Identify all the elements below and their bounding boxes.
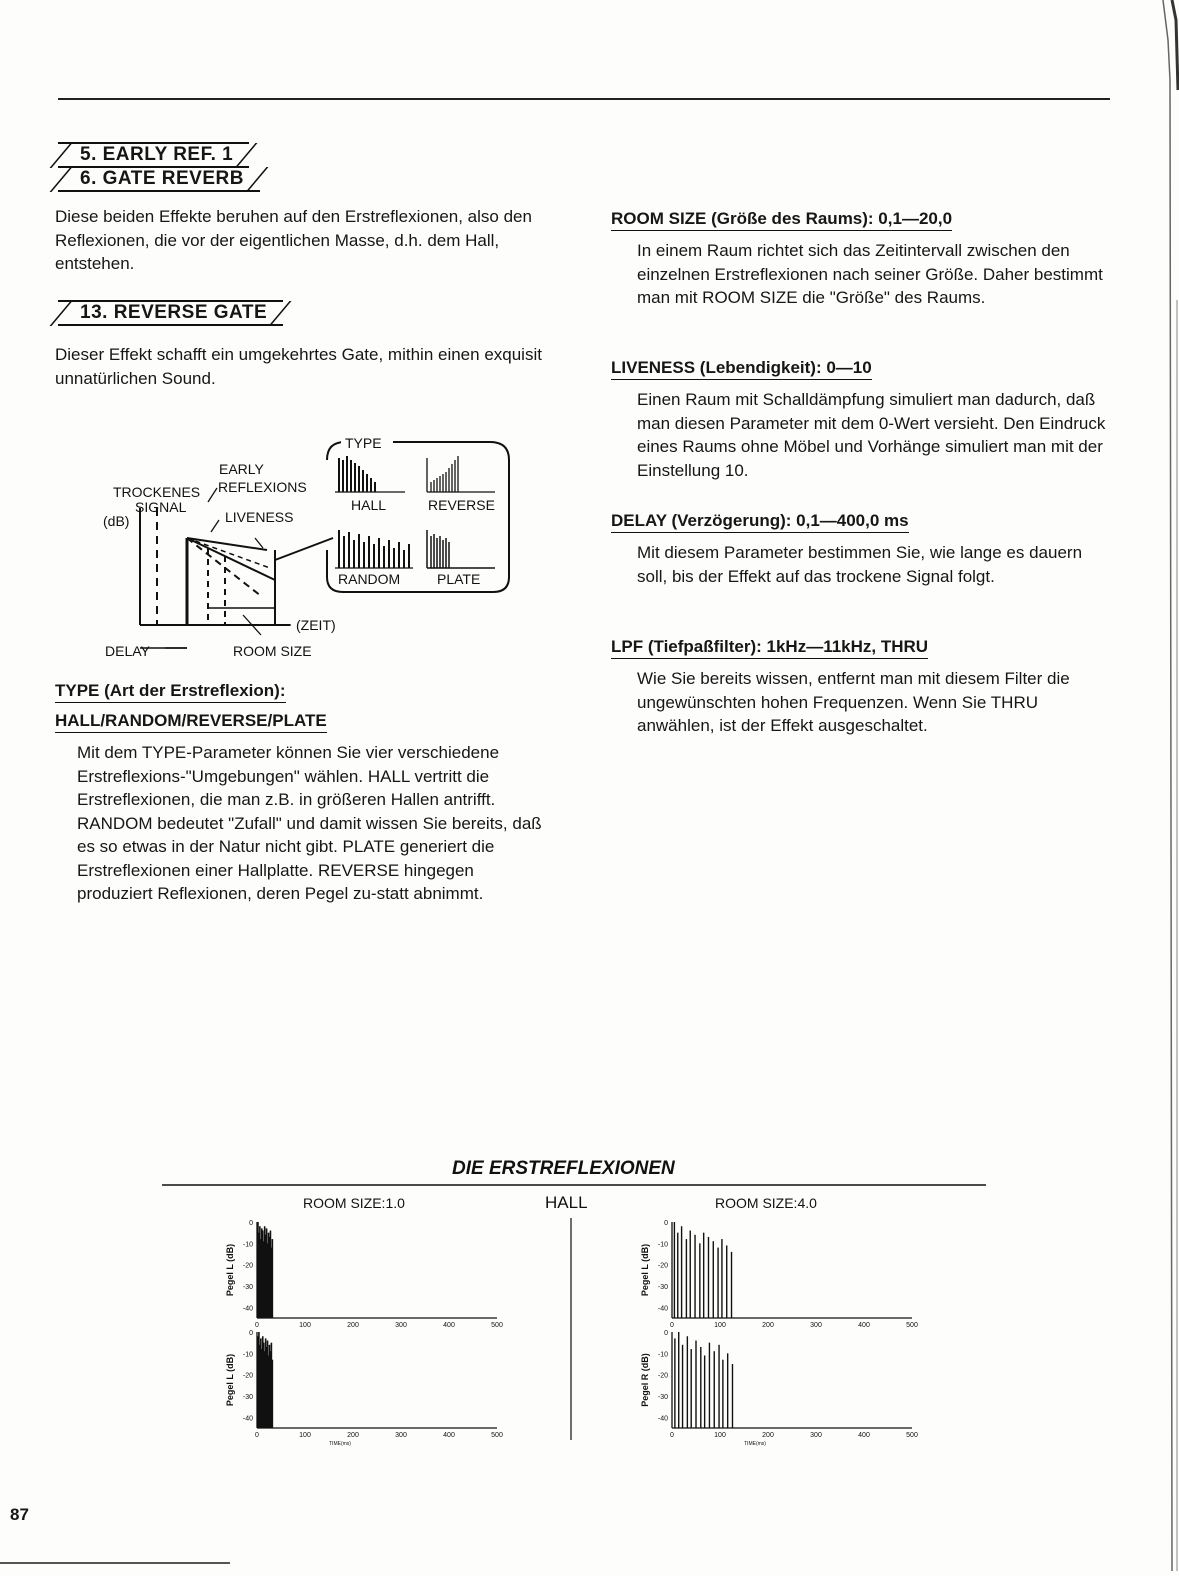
plot-xtick-label: 100 [714, 1432, 726, 1439]
delay-label: DELAY [105, 643, 150, 659]
plate-pattern [427, 530, 495, 568]
plot-xtick-label: 400 [858, 1322, 870, 1329]
plot-ytick-label: -40 [242, 1415, 253, 1423]
plot-xtick-label: 500 [491, 1432, 503, 1439]
reverse-text: Dieser Effekt schafft ein umgekehrtes Gate, mithin einen exquisit unnatürlichen Sound. [55, 345, 542, 388]
plot-xlabel: TIME(ms) [744, 1441, 766, 1447]
page-number: 87 [10, 1505, 29, 1524]
scan-edge [1160, 0, 1179, 1571]
plot-xtick-label: 500 [906, 1432, 918, 1439]
plot-ytick-label: -30 [657, 1394, 668, 1401]
hall-label: HALL [545, 1193, 588, 1212]
plot-ytick-label: -10 [242, 1241, 253, 1249]
plot-xlabel: TIME(ms) [329, 1441, 351, 1447]
room-size-text: In einem Raum richtet sich das Zeitintervall zwischen den einzelnen Erstreflexionen nach seiner Größe. Daher bestimmt man mit ROOM SIZE die "Größe" des Raums. [637, 241, 1103, 307]
random-pattern [335, 530, 413, 568]
tag-early-ref: 5. EARLY REF. 1 [58, 142, 249, 168]
plot-xtick-label: 200 [762, 1322, 774, 1329]
plot-ytick-label: -40 [657, 1415, 668, 1423]
bottom-rule [0, 1562, 230, 1564]
type-plate: PLATE [437, 571, 481, 587]
figure-title: DIE ERSTREFLEXIONEN [452, 1158, 675, 1179]
plot-ytick-label: 0 [249, 1220, 253, 1227]
plot-xtick-label: 0 [670, 1322, 674, 1329]
plot-xtick-label: 0 [255, 1322, 259, 1329]
type-label: TYPE [345, 435, 382, 451]
plot-xtick-label: 0 [255, 1432, 259, 1439]
plot-ylabel: Pegel L (dB) [225, 1353, 235, 1407]
plot-ytick-label: -40 [657, 1305, 668, 1313]
plot-xtick-label: 500 [491, 1322, 503, 1329]
intro-text: Diese beiden Effekte beruhen auf den Erstreflexionen, also den Reflexionen, die vor der eigentlichen Masse, d.h. dem Hall, entstehen. [55, 207, 532, 273]
type-reverse: REVERSE [428, 497, 495, 513]
plot-ytick-label: -30 [657, 1284, 668, 1291]
plot-ytick-label: -40 [242, 1305, 253, 1313]
delay-text: Mit diesem Parameter bestimmen Sie, wie lange es dauern soll, bis der Effekt auf das trockene Signal folgt. [637, 543, 1083, 586]
type-random: RANDOM [338, 571, 401, 587]
hall-pattern [335, 456, 405, 492]
plot-ytick-label: -30 [242, 1394, 253, 1401]
plot-ytick-label: 0 [249, 1330, 253, 1337]
erstreflexionen-figure [160, 1150, 990, 1455]
plot-xtick-label: 400 [858, 1432, 870, 1439]
plot-ytick-label: -10 [657, 1241, 668, 1249]
plot-xtick-label: 400 [443, 1322, 455, 1329]
plot-xtick-label: 200 [347, 1322, 359, 1329]
plot-xtick-label: 100 [299, 1322, 311, 1329]
plot-ytick-label: -20 [657, 1372, 668, 1380]
delay-heading: DELAY (Verzögerung): 0,1—400,0 ms [611, 510, 909, 533]
plot-ytick-label: 0 [664, 1330, 668, 1337]
type-text: Mit dem TYPE-Parameter können Sie vier verschiedene Erstreflexions-"Umgebungen" wählen. HALL vertritt die Erstreflexionen, die man z.B. in größeren Hallen antrifft. RANDOM bedeutet "Zufall" und damit wissen Sie bereits, daß es so etwas in der Natur nicht gibt. PLATE generiert die Erstreflexionen einer Hallplatte. REVERSE hingegen produziert Reflexionen, deren Pegel zu-statt abnimmt. [77, 743, 542, 903]
room-size-heading: ROOM SIZE (Größe des Raums): 0,1—20,0 [611, 208, 952, 231]
plot-ytick-label: 0 [664, 1220, 668, 1227]
liveness-text: Einen Raum mit Schalldämpfung simuliert man dadurch, daß man diesen Parameter mit dem 0-Wert versieht. Den Eindruck eines Raums ohne Möbel und Vorhänge simuliert man mit der Einstellung 10. [637, 390, 1106, 480]
plot-ylabel: Pegel R (dB) [640, 1353, 650, 1407]
plot-xtick-label: 0 [670, 1432, 674, 1439]
early-reflexion-diagram [95, 430, 525, 675]
plot-ytick-label: -20 [242, 1372, 253, 1380]
tag-gate-reverb: 6. GATE REVERB [58, 168, 260, 192]
tag-reverse-gate: 13. REVERSE GATE [58, 300, 283, 326]
plot-xtick-label: 300 [395, 1432, 407, 1439]
type-heading: TYPE (Art der Erstreflexion): [55, 680, 286, 703]
trockenes-label-1: TROCKENES [113, 484, 201, 500]
plot-xtick-label: 500 [906, 1322, 918, 1329]
plot-xtick-label: 300 [810, 1322, 822, 1329]
trockenes-label-2: SIGNAL [135, 499, 187, 515]
reverse-pattern [427, 456, 495, 492]
plot-ytick-label: -10 [242, 1351, 253, 1359]
plot-ytick-label: -10 [657, 1351, 668, 1359]
plot-xtick-label: 200 [347, 1432, 359, 1439]
plot-xtick-label: 100 [299, 1432, 311, 1439]
type-values-heading: HALL/RANDOM/REVERSE/PLATE [55, 710, 327, 733]
lpf-heading: LPF (Tiefpaßfilter): 1kHz—11kHz, THRU [611, 636, 928, 659]
right-room-size: ROOM SIZE:4.0 [715, 1195, 817, 1211]
early-label-1: EARLY [219, 461, 264, 477]
plot-ytick-label: -20 [657, 1262, 668, 1270]
plot-ytick-label: -20 [242, 1262, 253, 1270]
plot-xtick-label: 400 [443, 1432, 455, 1439]
plot-ylabel: Pegel L (dB) [225, 1243, 235, 1297]
top-rule [58, 98, 1110, 100]
plot-xtick-label: 300 [395, 1322, 407, 1329]
plot-xtick-label: 100 [714, 1322, 726, 1329]
liveness-heading: LIVENESS (Lebendigkeit): 0—10 [611, 357, 872, 380]
liveness-label: LIVENESS [225, 509, 294, 525]
db-label: (dB) [103, 513, 130, 529]
lpf-text: Wie Sie bereits wissen, entfernt man mit diesem Filter die ungewünschten hohen Frequenzen. Wenn Sie THRU anwählen, ist der Effekt ausgeschaltet. [637, 669, 1070, 735]
plot-xtick-label: 300 [810, 1432, 822, 1439]
zeit-label: (ZEIT) [296, 617, 336, 633]
room-size-label: ROOM SIZE [233, 643, 312, 659]
plot-ylabel: Pegel L (dB) [640, 1243, 650, 1297]
left-room-size: ROOM SIZE:1.0 [303, 1195, 405, 1211]
plot-ytick-label: -30 [242, 1284, 253, 1291]
early-label-2: REFLEXIONS [218, 479, 307, 495]
plot-xtick-label: 200 [762, 1432, 774, 1439]
type-hall: HALL [351, 497, 387, 513]
